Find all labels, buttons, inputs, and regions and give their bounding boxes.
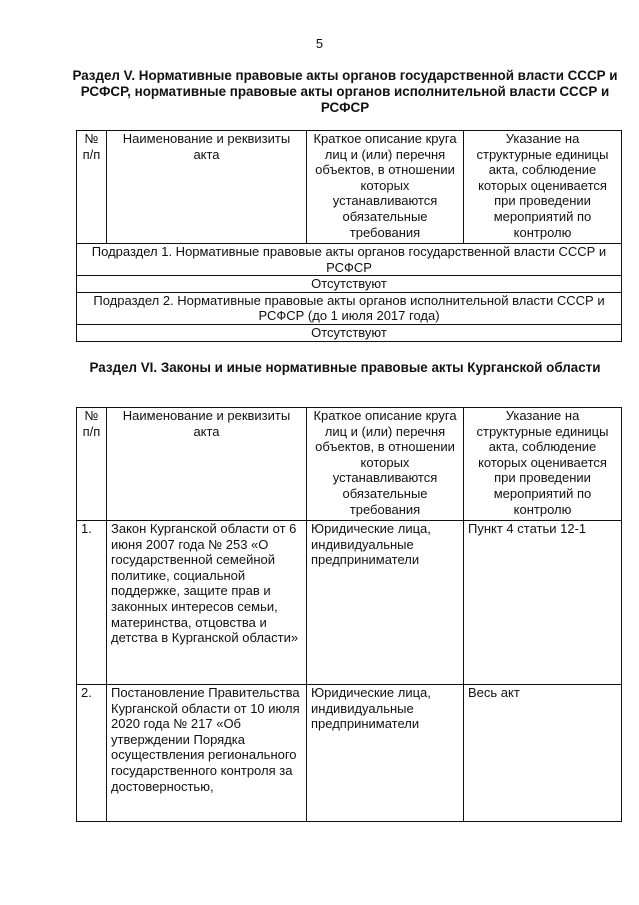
header-description: Краткое описание круга лиц и (или) перечня объектов, в отношении которых устанавливаются обязательные требования [307, 131, 464, 244]
header-name: Наименование и реквизиты акта [107, 131, 307, 244]
absent-row [77, 324, 622, 341]
subsection-row [77, 244, 622, 276]
table-row [77, 521, 622, 685]
section-vi-table [76, 407, 622, 822]
section-v-title: Раздел V. Нормативные правовые акты органов государственной власти СССР и РСФСР, нормативные правовые акты органов исполнительной власти СССР и РСФСР [72, 68, 618, 115]
header-name: Наименование и реквизиты акта [107, 408, 307, 521]
row-num: 1. [77, 521, 107, 685]
table-header-row [77, 131, 622, 244]
header-units: Указание на структурные единицы акта, соблюдение которых оценивается при проведении мероприятий по контролю [464, 408, 622, 521]
subsection-1-title: Подраздел 1. Нормативные правовые акты органов государственной власти СССР и РСФСР [77, 244, 622, 276]
row-act-name: Закон Курганской области от 6 июня 2007 года № 253 «О государственной семейной политике, социальной поддержке, защите прав и законных интересов семьи, материнства, отцовства и детства в Курганской области» [107, 521, 307, 685]
table-header-row [77, 408, 622, 521]
row-units: Пункт 4 статьи 12-1 [464, 521, 622, 685]
row-num: 2. [77, 685, 107, 822]
header-num: № п/п [77, 408, 107, 521]
subsection-2-title: Подраздел 2. Нормативные правовые акты органов исполнительной власти СССР и РСФСР (до 1 июля 2017 года) [77, 292, 622, 324]
row-description: Юридические лица, индивидуальные предприниматели [307, 685, 464, 822]
header-num: № п/п [77, 131, 107, 244]
row-description: Юридические лица, индивидуальные предприниматели [307, 521, 464, 685]
table-row [77, 685, 622, 822]
row-act-name-text: Постановление Правительства Курганской области от 10 июля 2020 года № 217 «Об утверждении Порядка осуществления регионального государственного контроля за достоверностью, [111, 685, 300, 794]
absent-2: Отсутствуют [77, 324, 622, 341]
header-description: Краткое описание круга лиц и (или) перечня объектов, в отношении которых устанавливаются обязательные требования [307, 408, 464, 521]
row-units: Весь акт [464, 685, 622, 822]
row-act-name [107, 685, 307, 822]
section-vi-title: Раздел VI. Законы и иные нормативные правовые акты Курганской области [89, 360, 601, 375]
section-v-table [76, 130, 622, 342]
subsection-row [77, 292, 622, 324]
absent-row [77, 276, 622, 293]
header-units: Указание на структурные единицы акта, соблюдение которых оценивается при проведении мероприятий по контролю [464, 131, 622, 244]
absent-1: Отсутствуют [77, 276, 622, 293]
page-number: 5 [315, 36, 324, 51]
